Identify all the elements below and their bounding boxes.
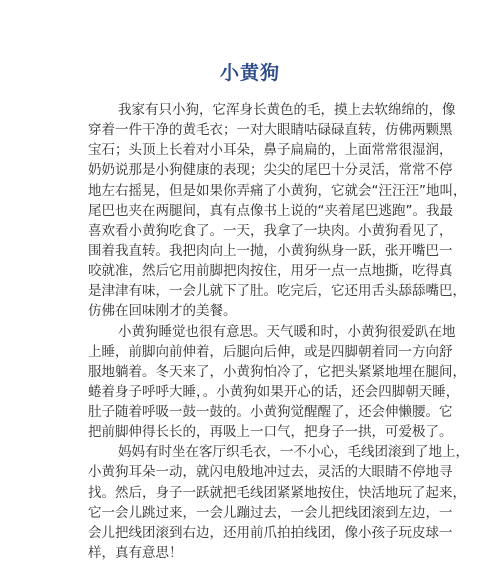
text-line: 蜷着身子呼呼大睡，。小黄狗如果开心的话，还会四脚朝天睡， xyxy=(88,384,460,400)
text-line: 是津津有味，一会儿就下了肚。吃完后，它还用舌头舔舔嘴巴， xyxy=(88,283,466,299)
text-line: 上睡，前脚向前伸着，后腿向后伸，或是四脚朝着同一方向舒 xyxy=(88,344,453,360)
text-line: 尾巴也夹在两腿间，真有点像书上说的“夹着尾巴逃跑”。我最 xyxy=(88,203,453,219)
text-line: 样，真有意思！ xyxy=(88,545,183,561)
text-line: 我家有只小狗，它浑身长黄色的毛，摸上去软绵绵的，像 xyxy=(118,102,456,118)
text-line: 喜欢看小黄狗吃食了。一天，我拿了一块肉。小黄狗看见了， xyxy=(88,223,453,239)
text-line: 穿着一件干净的黄毛衣；一对大眼睛咕碌碌直转，仿佛两颗黑 xyxy=(88,122,453,138)
text-line: 小黄狗睡觉也很有意思。天气暖和时，小黄狗很爱趴在地 xyxy=(118,324,456,340)
text-line: 围着我直转。我把肉向上一抛，小黄狗纵身一跃，张开嘴巴一 xyxy=(88,243,453,259)
text-line: 把前脚伸得长长的，再吸上一口气，把身子一拱，可爱极了。 xyxy=(88,424,453,440)
text-line: 咬就准，然后它用前脚把肉按住，用牙一点一点地撕，吃得真 xyxy=(88,263,453,279)
text-line: 宝石；头顶上长着对小耳朵，鼻子扁扁的，上面常常很湿润， xyxy=(88,142,453,158)
text-line: 妈妈有时坐在客厅织毛衣，一不小心，毛线团滚到了地上， xyxy=(118,444,469,460)
text-line: 仿佛在回味刚才的美餐。 xyxy=(88,303,237,319)
text-line: 会儿把线团滚到右边，还用前爪拍拍线团，像小孩子玩皮球一 xyxy=(88,525,453,541)
text-line: 服地躺着。冬天来了，小黄狗怕冷了，它把头紧紧地埋在腿间， xyxy=(88,364,466,380)
text-line: 找。然后，身子一跃就把毛线团紧紧地按住，快活地玩了起来， xyxy=(88,485,466,501)
text-line: 它一会儿跳过来，一会儿蹦过去，一会儿把线团滚到左边，一 xyxy=(88,505,453,521)
text-line: 奶奶说那是小狗健康的表现；尖尖的尾巴十分灵活，常常不停 xyxy=(88,162,453,178)
article-title: 小黄狗 xyxy=(219,62,280,84)
text-line: 小黄狗耳朵一动，就闪电般地冲过去，灵活的大眼睛不停地寻 xyxy=(88,464,453,480)
text-line: 地左右摇晃，但是如果你弄痛了小黄狗，它就会“汪汪汪”地叫， xyxy=(88,183,467,199)
text-line: 肚子随着呼吸一鼓一鼓的。小黄狗觉醒醒了，还会伸懒腰。它 xyxy=(88,404,453,420)
